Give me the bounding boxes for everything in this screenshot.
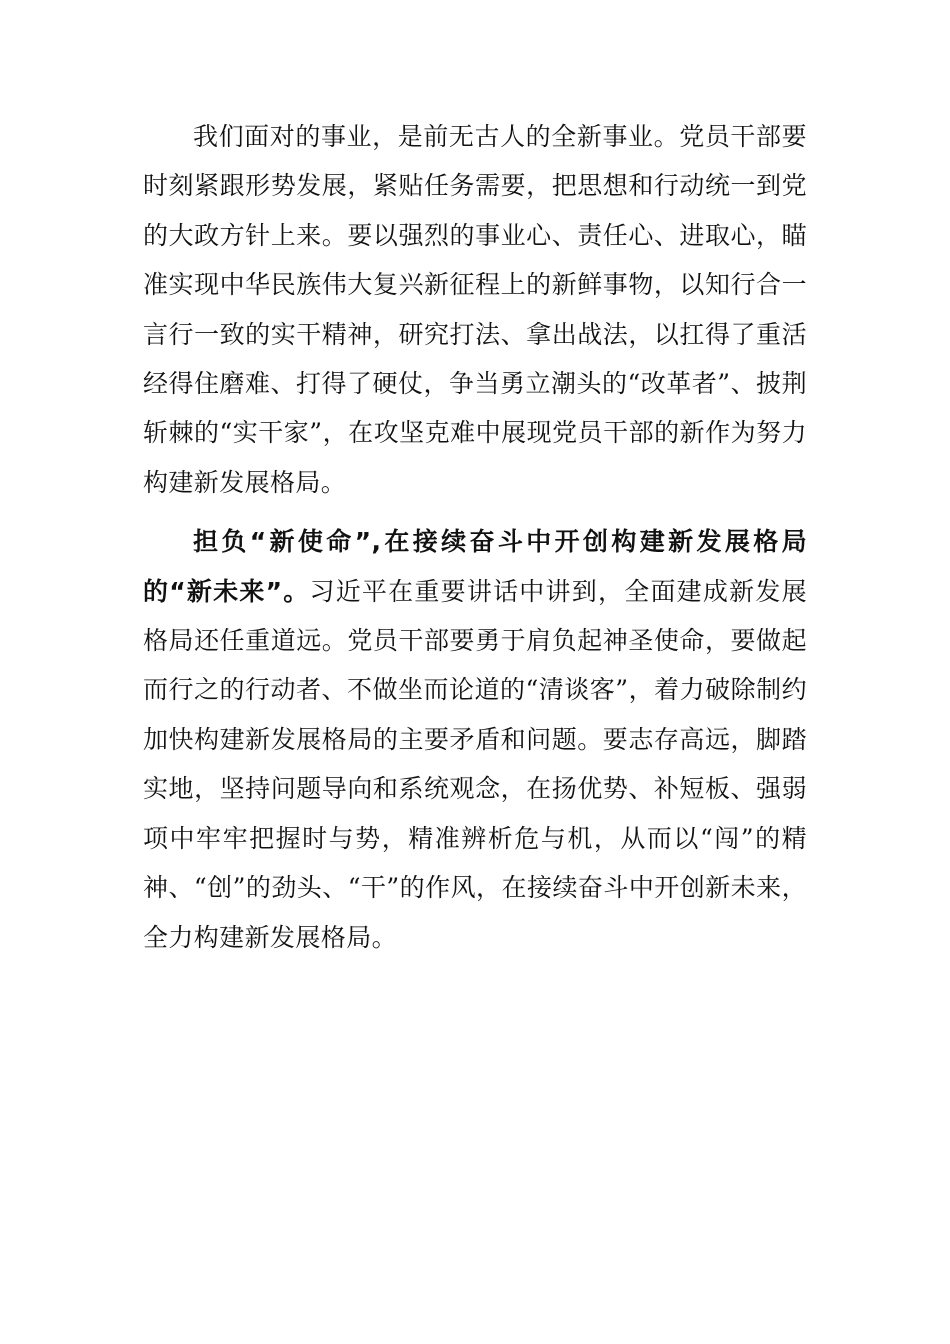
paragraph-2-heading: 担负“新使命”,在接续奋斗中开创构建新发展格局的“新未来”。 — [143, 527, 807, 606]
document-body — [143, 112, 807, 962]
paragraph-2-body: 习近平在重要讲话中讲到，全面建成新发展格局还任重道远。党员干部要勇于肩负起神圣使命，要做起而行之的行动者、不做坐而论道的“清谈客”，着力破除制约加快构建新发展格局的主要矛盾和问题。要志存高远，脚踏实地，坚持问题导向和系统观念，在扬优势、补短板、强弱项中牢牢把握时与势，精准辨析危与机，从而以“闯”的精神、“创”的劲头、“干”的作风，在接续奋斗中开创新未来，全力构建新发展格局。 — [143, 576, 807, 952]
paragraph-2 — [143, 517, 807, 962]
paragraph-1-text: 我们面对的事业，是前无古人的全新事业。党员干部要时刻紧跟形势发展，紧贴任务需要，把思想和行动统一到党的大政方针上来。要以强烈的事业心、责任心、进取心，瞄准实现中华民族伟大复兴新征程上的新鲜事物，以知行合一言行一致的实干精神，研究打法、拿出战法，以扛得了重活经得住磨难、打得了硬仗，争当勇立潮头的“改革者”、披荆斩棘的“实干家”，在攻坚克难中展现党员干部的新作为努力构建新发展格局。 — [143, 122, 807, 497]
paragraph-1 — [143, 112, 807, 507]
